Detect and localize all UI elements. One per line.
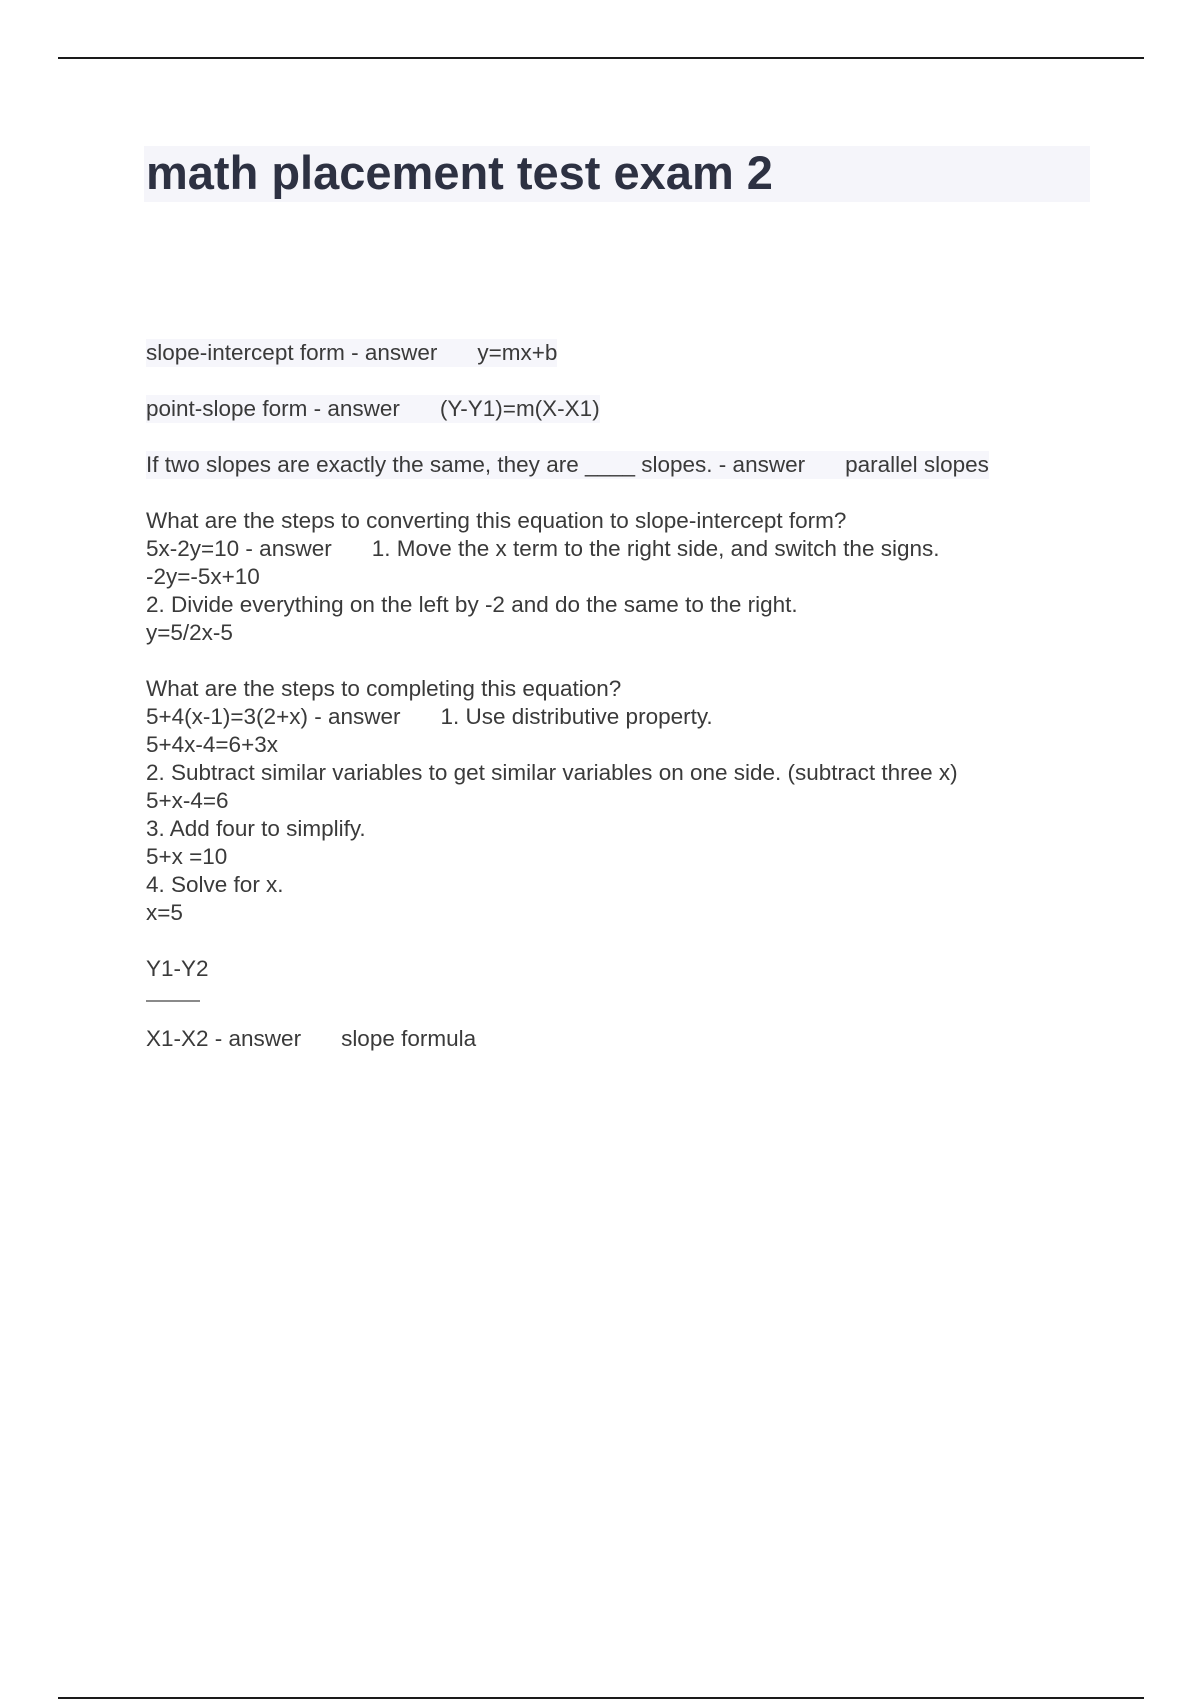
qa-answer-step: 1. Use distributive property. [440,704,713,729]
qa-answer-line: 3. Add four to simplify. [146,816,366,841]
qa-question: What are the steps to converting this equation to slope-intercept form? [146,508,847,533]
qa-answer-line: 2. Subtract similar variables to get similar variables on one side. (subtract three x) [146,760,958,785]
qa-question: What are the steps to completing this equation? [146,676,622,701]
bottom-rule [58,1697,1144,1699]
qa-answer-line: 5+4x-4=6+3x [146,732,278,757]
qa-term: 5x-2y=10 - answer [146,536,332,561]
qa-term: slope-intercept form - answer [146,340,438,365]
qa-answer: y=mx+b [477,340,558,365]
qa-term: If two slopes are exactly the same, they are ____ slopes. - answer [146,452,806,477]
page-title: math placement test exam 2 [146,146,773,199]
qa-item-slope-formula [146,955,1106,1053]
fraction-bar [146,983,1106,1011]
qa-answer-line: 5+x-4=6 [146,788,229,813]
qa-term: 5+4(x-1)=3(2+x) - answer [146,704,401,729]
qa-term: X1-X2 - answer [146,1026,302,1051]
top-rule [58,57,1144,59]
qa-term: point-slope form - answer [146,396,400,421]
qa-answer: parallel slopes [845,452,989,477]
qa-item-parallel-slopes [146,451,1106,479]
qa-item-convert-equation [146,507,1106,647]
qa-item-point-slope [146,395,1106,423]
qa-answer-line: x=5 [146,900,183,925]
qa-item-slope-intercept [146,339,1106,367]
qa-answer-line: -2y=-5x+10 [146,564,260,589]
qa-list [146,339,1106,1081]
qa-answer: (Y-Y1)=m(X-X1) [439,396,600,421]
qa-answer-line: 2. Divide everything on the left by -2 and do the same to the right. [146,592,798,617]
qa-answer: slope formula [341,1026,477,1051]
qa-answer-line: 5+x =10 [146,844,228,869]
qa-item-solve-equation [146,675,1106,927]
qa-answer-step: 1. Move the x term to the right side, and switch the signs. [371,536,940,561]
formula-numerator: Y1-Y2 [146,956,209,981]
qa-answer-line: y=5/2x-5 [146,620,233,645]
qa-answer-line: 4. Solve for x. [146,872,284,897]
